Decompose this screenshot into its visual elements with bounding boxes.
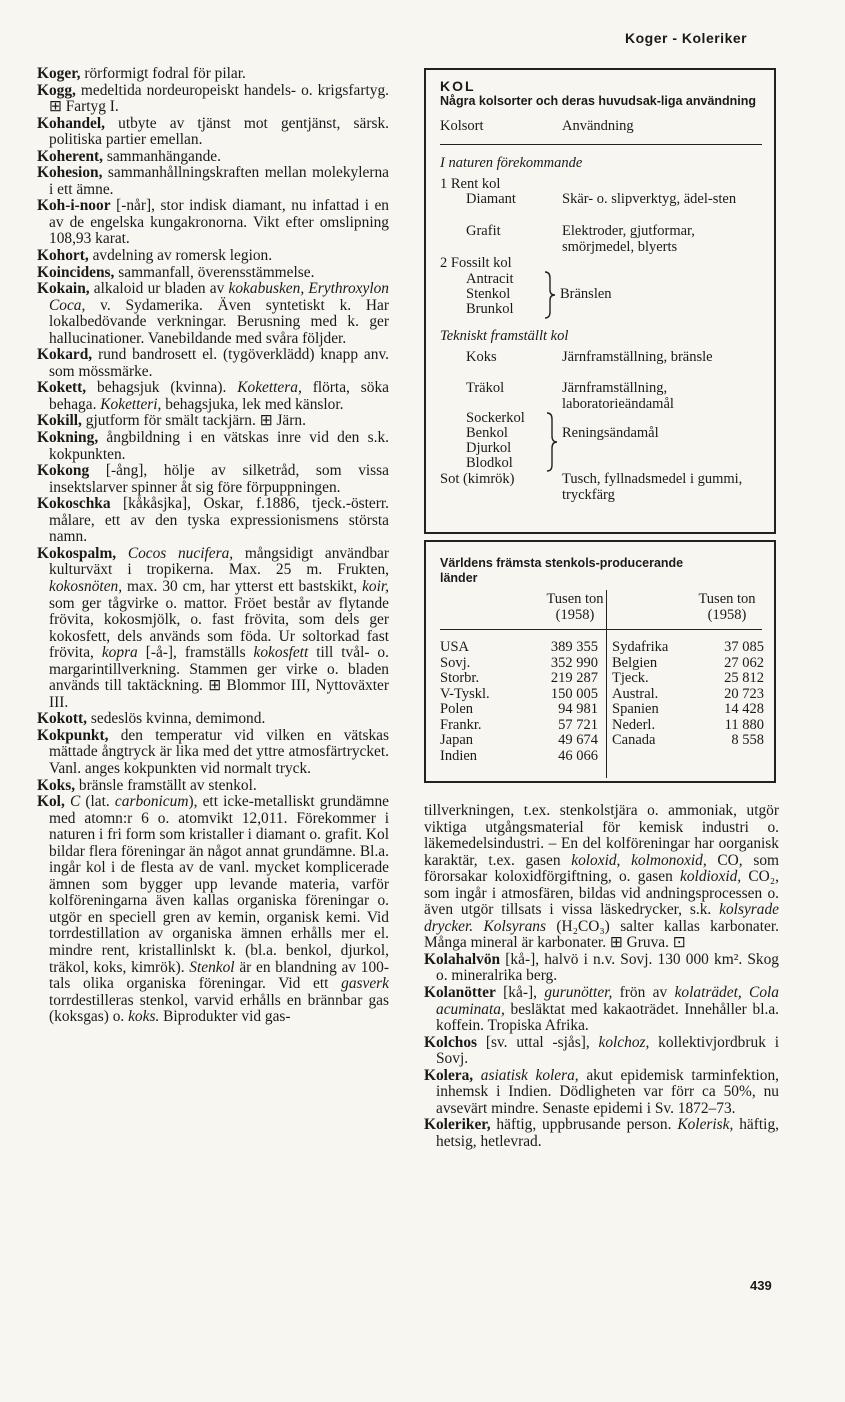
unit-left: Tusen ton (1958): [546, 591, 604, 623]
kolsort-trakol: Träkol: [466, 380, 505, 396]
entry-kokard: Kokard, rund bandrosett el. (tygöverklädd) knapp anv. som mössmärke.: [37, 346, 389, 380]
kolsort-sockerkol: Sockerkol: [466, 410, 525, 426]
entry-kokoschka: Kokoschka [kåkåsjka], Oskar, f.1886, tjeck.-österr. målare, ett av den tyska expressionismens största namn.: [37, 495, 389, 546]
section-natural: I naturen förekommande: [440, 155, 583, 171]
country-name: Canada: [612, 732, 656, 748]
entry-kohort: Kohort, avdelning av romersk legion.: [37, 247, 273, 265]
country-row: [612, 656, 764, 672]
country-name: Tjeck.: [612, 670, 649, 686]
group-fossilt-kol: 2 Fossilt kol: [440, 255, 512, 271]
country-row: [612, 687, 764, 703]
entry-kokett: Kokett, behagsjuk (kvinna). Kokettera, flörta, söka behaga. Koketteri, behagsjuka, lek med känslor.: [37, 379, 389, 413]
production-value: 219 287: [550, 670, 598, 686]
entry-kolera: Kolera, asiatisk kolera, akut epidemisk tarminfektion, inhemsk i Indien. Dödligheten var förr ca 50%, nu avsevärt mindre. Senaste epidemi i Sv. 1872–73.: [424, 1066, 780, 1117]
entry-koger: Koger, rörformigt fodral för pilar.: [37, 65, 246, 82]
entry-kokain: Kokain, alkaloid ur bladen av kokabusken, Erythroxylon Coca, v. Sydamerika. Även syntetiskt k. Har lokalbedövande verkningar. Berusning med k. ger hallucinationer. Vanebildande med svåra följder.: [37, 280, 389, 347]
kol-info-box: [424, 68, 776, 534]
entry-kolanotter: Kolanötter [kå-], gurunötter, frön av kolaträdet, Cola acuminata, besläktat med kakaoträdet. Innehåller bl.a. koffein. Tropiska Afrika.: [424, 984, 779, 1035]
country-row: [612, 733, 764, 749]
entry-kokong: Kokong [-ång], hölje av silketråd, som vissa insektslarver spinner åt sig före förpuppningen.: [37, 462, 389, 496]
kolsort-diamant: Diamant: [466, 191, 516, 207]
section-technical: Tekniskt framställt kol: [440, 328, 569, 344]
brace-icon: [544, 411, 558, 473]
kol-box-title: KOL: [440, 78, 476, 94]
production-value: 37 085: [724, 639, 764, 655]
divider: [440, 144, 762, 145]
production-value: 11 880: [724, 716, 764, 733]
entry-kokpunkt: Kokpunkt, den temperatur vid vilken en vätskas mättade ångtryck är lika med det yttre atmosfärtrycket. Vanl. anges kokpunkten vid normalt tryck.: [37, 726, 389, 777]
entry-koleriker: Koleriker, häftig, uppbrusande person. Kolerisk, häftig, hetsig, hetlevrad.: [424, 1116, 779, 1150]
stenkol-producers-box: [424, 540, 776, 783]
production-value: 8 558: [731, 732, 764, 748]
country-row: [612, 702, 764, 718]
production-value: 94 981: [558, 701, 598, 717]
unit-right: Tusen ton (1958): [698, 591, 756, 623]
stenkol-box-title: Världens främsta stenkols-producerande länder: [440, 556, 684, 585]
production-value: 57 721: [558, 716, 598, 733]
production-value: 389 355: [550, 639, 598, 655]
entry-kokill: Kokill, gjutform för smält tackjärn. ⊞ Järn.: [37, 412, 306, 430]
left-column: [37, 66, 389, 1026]
left-country-list: [440, 640, 598, 764]
use-koks: Järnframställning, bränsle: [562, 349, 713, 365]
entry-koks: Koks, bränsle framställt av stenkol.: [37, 776, 257, 794]
production-value: 352 990: [550, 654, 598, 671]
brace-icon: [542, 270, 556, 320]
production-value: 49 674: [558, 732, 598, 748]
entry-kogg: Kogg, medeltida nordeuropeiskt handels- o. krigsfartyg. ⊞ Fartyg I.: [37, 81, 389, 116]
entry-kohinoor: Koh-i-noor [-når], stor indisk diamant, nu infattad i en av de engelska kungakronorna. Vikt efter omslipning 108,93 karat.: [37, 197, 389, 248]
entry-kokott: Kokott, sedeslös kvinna, demimond.: [37, 710, 266, 728]
right-country-list: [612, 640, 764, 749]
country-name: Nederl.: [612, 716, 656, 733]
production-value: 20 723: [724, 685, 764, 702]
country-row: [440, 671, 598, 687]
use-fossil: Bränslen: [560, 286, 612, 302]
country-name: Frankr.: [440, 716, 482, 733]
kolsort-benkol: Benkol: [466, 425, 508, 441]
entry-koherent: Koherent, sammanhängande.: [37, 147, 221, 165]
country-row: [440, 640, 598, 656]
use-rening: Reningsändamål: [562, 425, 659, 441]
entry-kolchos: Kolchos [sv. uttal -sjås], kolchoz, kollektivjordbruk i Sovj.: [424, 1033, 779, 1068]
country-row: [440, 733, 598, 749]
entry-kol-continued: tillverkningen, t.ex. stenkolstjära o. ammoniak, utgör viktiga utgångsmaterial för kemisk industri o. läkemedelsindustri. – En del kolföreningar har oorganisk karaktär, t.ex. gasen koloxid, kolmonoxid, CO, som förorsakar koloxidförgiftning, o. gasen koldioxid, CO₂, som ingår i atmosfären, bildas vid andningsprocessen o. även utgör tillsats i vissa läskedrycker, s.k. kolsyrade drycker. Kolsyrans (H₂CO₃) salter kallas karbonater. Många mineral är karbonater. ⊞ Gruva. ⊡: [424, 802, 779, 952]
country-row: [612, 718, 764, 734]
group-rent-kol: 1 Rent kol: [440, 176, 501, 192]
divider: [440, 629, 762, 630]
kolsort-koks: Koks: [466, 349, 497, 365]
country-row: [440, 718, 598, 734]
country-name: Storbr.: [440, 670, 480, 686]
production-value: 150 005: [550, 685, 598, 702]
country-name: Indien: [440, 747, 478, 764]
entry-kol: Kol, C (lat. carbonicum), ett icke-metalliskt grundämne med atomn:r 6 o. atomvikt 12,011. Förekommer i naturen i fri form som kristaller i diamant o. grafit. Kol bildar flera föreningar än något annat grundämne. Bl.a. ingår kol i de flesta av de vanl. mycket komplicerade ämnen som bygger upp levande materia, varför kolföreningarna även kallas organiska föreningar o. utgör en speciell gren av kemin, organisk kemi. Vid torrdestillation av organiska ämnen erhålls mer el. mindre rent, kristallinlskt k. (bl.a. benkol, djurkol, träkol, koks, kimrök). Stenkol är en blandning av 100-tals olika organiska föreningar. Vid ett gasverk torrdestilleras stenkol, varvid erhålls en brännbar gas (koksgas) o. koks. Biprodukter vid gas-: [37, 793, 389, 1026]
kolsort-sot: Sot (kimrök): [440, 471, 515, 487]
entry-kokospalm: Kokospalm, Cocos nucifera, mångsidigt användbar kulturväxt i tropikerna. Max. 25 m. Frukten, kokosnöten, max. 30 cm, har ytterst ett bastskikt, koir, som ger tågvirke o. mattor. Fröet består av flytande frövita, kokosmjölk, o. fast frövita, som dels ger kokosfett, dels används som föda. Ur soltorkad fast frövita, kopra [-å-], framställs kokosfett till tvål- o. margarintillverkning. Stammen ger virke o. bladen används till taktäckning. ⊞ Blommor III, Nyttoväxter III.: [37, 544, 389, 711]
col-head-anvandning: Användning: [562, 118, 634, 134]
country-name: USA: [440, 639, 470, 655]
country-name: Belgien: [612, 654, 658, 671]
country-name: V-Tyskl.: [440, 685, 490, 702]
kolsort-djurkol: Djurkol: [466, 440, 512, 456]
country-row: [440, 656, 598, 672]
kolsort-blodkol: Blodkol: [466, 455, 513, 471]
use-grafit: Elektroder, gjutformar, smörjmedel, blyerts: [562, 223, 695, 255]
kolsort-grafit: Grafit: [466, 223, 501, 239]
production-value: 46 066: [558, 747, 598, 764]
production-value: 25 812: [724, 670, 764, 686]
entry-kolahalvon: Kolahalvön [kå-], halvö i n.v. Sovj. 130 000 km². Skog o. mineralrika berg.: [424, 950, 779, 985]
use-trakol: Järnframställning, laboratorieändamål: [562, 380, 674, 412]
kolsort-brunkol: Brunkol: [466, 301, 514, 317]
country-name: Japan: [440, 732, 474, 748]
country-row: [612, 640, 764, 656]
country-name: Sydafrika: [612, 639, 669, 655]
right-column: [424, 803, 779, 1150]
country-name: Austral.: [612, 685, 659, 702]
kol-box-subtitle: Några kolsorter och deras huvudsak-liga användning: [440, 94, 757, 108]
country-name: Spanien: [612, 701, 659, 717]
use-diamant: Skär- o. slipverktyg, ädel-sten: [562, 191, 737, 207]
country-name: Sovj.: [440, 654, 471, 671]
country-row: [440, 687, 598, 703]
use-sot: Tusch, fyllnadsmedel i gummi, tryckfärg: [562, 471, 743, 503]
column-divider: [606, 590, 607, 778]
page-number: 439: [750, 1278, 772, 1293]
col-head-kolsort: Kolsort: [440, 118, 484, 134]
country-name: Polen: [440, 701, 474, 717]
kolsort-antracit: Antracit: [466, 271, 514, 287]
kolsort-stenkol: Stenkol: [466, 286, 511, 302]
entry-kohandel: Kohandel, utbyte av tjänst mot gentjänst, särsk. politiska partier emellan.: [37, 114, 389, 149]
country-row: [440, 749, 598, 765]
entry-kokning: Kokning, ångbildning i en vätskas inre vid den s.k. kokpunkten.: [37, 429, 389, 463]
country-row: [440, 702, 598, 718]
entry-kohesion: Kohesion, sammanhållningskraften mellan molekylerna i ett ämne.: [37, 164, 389, 198]
production-value: 14 428: [724, 701, 764, 717]
country-row: [612, 671, 764, 687]
entry-koincidens: Koincidens, sammanfall, överensstämmelse.: [37, 263, 315, 281]
running-header: Koger - Koleriker: [625, 30, 748, 46]
production-value: 27 062: [724, 654, 764, 671]
